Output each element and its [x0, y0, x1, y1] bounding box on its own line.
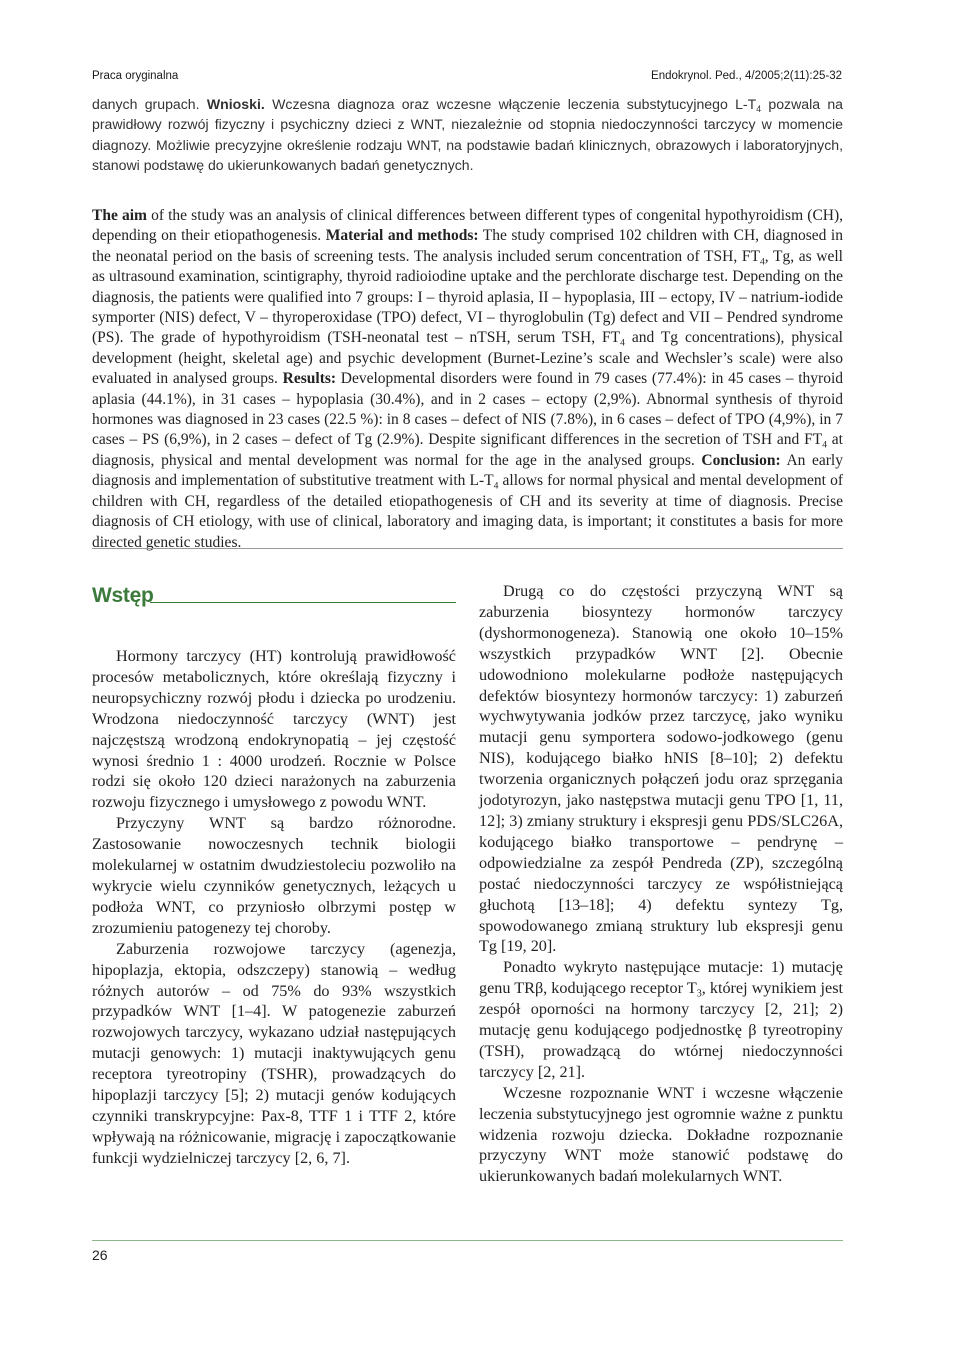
paragraph: [479, 957, 843, 1082]
conclusion-label-pl: Wnioski.: [206, 96, 265, 112]
methods-label: Material and methods:: [325, 227, 479, 245]
aim-label: The aim: [92, 207, 147, 224]
results-text: Developmental disorders were found in 79 cases (77.4%): in 45 cases – thyroid aplasia (44.1%), in 31 cases – hypoplasia (30.4%), and in 2 cases – ectopy (2,9%). Abnormal synthesis of thyroid hormones was diagnosed in 23 cases (22.5 %): in 8 cases – defect of NIS (7.8%), in 6 cases – defect of TPO (4,9%), in 7 cases – PS (6,9%), in 2 cases – defect of Tg (2.9%). Despite significant differences in the secretion of TSH and FT: [92, 370, 844, 449]
section-heading-underline: [150, 602, 456, 603]
subscript: 4: [822, 439, 827, 451]
subscript: 4: [756, 104, 762, 115]
paragraph: Zaburzenia rozwojowe tarczycy (agenezja, hipoplazja, ektopia, odszczepy) stanowią – według różnych autorów – od 75% do 93% wszystkich przypadków WNT [1–4]. W patogenezie zaburzeń rozwojowych tarczycy, wykazano udział następujących mutacji genowych: 1) mutacji inaktywujących genu receptora tyreotropiny (TSHR), prowadzących do hipoplazji tarczycy [5]; 2) mutacji genów kodujących czynniki transkrypcyjne: Pax-8, TTF 1 i TTF 2, które wpływają na różnicowanie, migrację i zapoczątkowanie funkcji wydzielniczej tarczycy [2, 6, 7].: [92, 939, 456, 1167]
subscript: 4: [620, 337, 625, 349]
conclusion-text: allows for normal physical and mental development of children with CH, regardless of the detailed etiopathogenesis of CH and its severity at time of diagnosis. Precise diagnosis of CH etiology, with use of clinical, laboratory and imaging data, is important; it constitutes a basis for more directed genetic studies.: [92, 472, 843, 551]
paragraph-text: Ponadto wykryto następujące mutacje: 1) mutację genu TRβ, kodującego receptor T: [479, 958, 843, 998]
polish-abstract-tail: [92, 94, 843, 176]
subscript: 4: [493, 480, 499, 492]
conclusion-label: Conclusion:: [701, 451, 781, 469]
paragraph-text: , której wynikiem jest zespół oporności na hormony tarczycy [2, 21]; 2) mutację genu kodującego podjednostkę β tyreotropiny (TSH), prowadzącą do wtórnej niedoczynności tarczycy [2, 21].: [479, 979, 843, 1081]
methods-text: and Tg concentrations), physical development (height, skeletal age) and psychic development (Burnet-Lezine’s scale and Wechsler’s scale) were also evaluated in analysed groups.: [92, 329, 843, 388]
page-number: 26: [92, 1247, 108, 1263]
paragraph: Przyczyny WNT są bardzo różnorodne. Zastosowanie nowoczesnych technik biologii molekularnej w ostatnim dwudziestoleciu pozwoliło na wykrycie wielu czynników genetycznych, leżących u podłoża WNT, co przyniosło olbrzymi postęp w zrozumieniu patogenezy tej choroby.: [92, 814, 456, 937]
abstract-text: pozwala na prawidłowy rozwój fizyczny i psychiczny dzieci z WNT, niezależnie od stopnia niedoczynności tarczycy w momencie diagnozy. Możliwie precyzyjne określenie rodzaju WNT, na podstawie badań klinicznych, obrazowych i laboratoryjnych, stanowi podstawę do ukierunkowanych badań genetycznych.: [92, 96, 844, 174]
aim-text: of the study was an analysis of clinical differences between different types of congenital hypothyroidism (CH), depending on their etiopathogenesis.: [92, 207, 844, 245]
english-abstract: [92, 206, 843, 553]
section-heading: Wstęp: [92, 584, 154, 607]
methods-text: , Tg, as well as ultrasound examination, scintigraphy, thyroid radioiodine uptake and the perchlorate discharge test. Depending on the diagnosis, the patients were qualified into 7 groups: I – thyroid aplasia, II – hypoplasia, III – ectopy, IV – natrium-iodide symporter (NIS) defect, V – thyroperoxidase (TPO) defect, VI – thyroglobulin (Tg) defect and VII – Pendred syndrome (PS). The grade of hypothyroidism (TSH-neonatal test – nTSH, serum TSH, FT: [92, 247, 843, 347]
left-column: [92, 646, 456, 1169]
paragraph: Drugą co do częstości przyczyną WNT są zaburzenia biosyntezy hormonów tarczycy (dyshormonogeneza). Stanowią one około 10–15% wszystkich przypadków WNT [2]. Obecnie udowodniono molekularne podłoże następujących defektów biosyntezy hormonów tarczycy: 1) zaburzeń wychwytywania jodków przez tarczycę, jako wyniku mutacji genu symportera sodowo-jodkowego (genu NIS), kodującego białko hNIS [8–10]; 2) defektu tworzenia organicznych połączeń jodu oraz sprzęgania jodotyrozyn, jako następstwa mutacji genu TPO [1, 11, 12]; 3) zmiany struktury i ekspresji genu PDS/SLC26A, kodującego białko transportowe – pendrynę – odpowiedzialne za zespół Pendreda (ZP), szczególną postać niedoczynności tarczycy ze współistniejącą głuchotą [13–18]; 4) defektu syntezy Tg, spowodowanego zmianą struktury lub ekspresji genu Tg [19, 20].: [479, 582, 843, 956]
results-label: Results:: [282, 370, 337, 388]
subscript: 3: [696, 988, 702, 1000]
conclusion-text: An early diagnosis and implementation of substitutive treatment with L-T: [92, 451, 843, 490]
results-text: at diagnosis, physical and mental development was normal for the age in the analysed groups.: [92, 431, 843, 469]
abstract-lead: danych grupach.: [92, 96, 200, 112]
methods-text: The study comprised 102 children with CH, diagnosed in the neonatal period on the basis of screening tests. The analysis included serum concentration of TSH, FT: [92, 227, 843, 265]
footer-divider: [92, 1240, 843, 1241]
abstract-text: Wczesna diagnoza oraz wczesne włączenie leczenia substytucyjnego L-T: [272, 96, 757, 112]
paragraph: Wczesne rozpoznanie WNT i wczesne włączenie leczenia substytucyjnego jest ogromnie ważne z punktu widzenia rozwoju dziecka. Dokładne rozpoznanie przyczyny WNT może stanowić podstawę do ukierunkowanych badań molekularnych WNT.: [479, 1083, 843, 1186]
right-column: [479, 581, 843, 1187]
abstract-divider: [92, 548, 843, 549]
journal-citation: Endokrynol. Ped., 4/2005;2(11):25-32: [651, 70, 842, 82]
journal-section-label: Praca oryginalna: [92, 70, 179, 82]
subscript: 4: [759, 256, 765, 268]
paragraph: Hormony tarczycy (HT) kontrolują prawidłowość procesów metabolicznych, które określają fizyczny i neuropsychiczny rozwój płodu i dziecka po urodzeniu. Wrodzona niedoczynność tarczycy (WNT) jest najczęstszą wrodzoną endokrynopatią – jej częstość wynosi średnio 1 : 4000 urodzeń. Rocznie w Polsce rodzi się około 120 dzieci narażonych na zaburzenia rozwoju fizycznego i umysłowego z powodu WNT.: [92, 647, 456, 812]
